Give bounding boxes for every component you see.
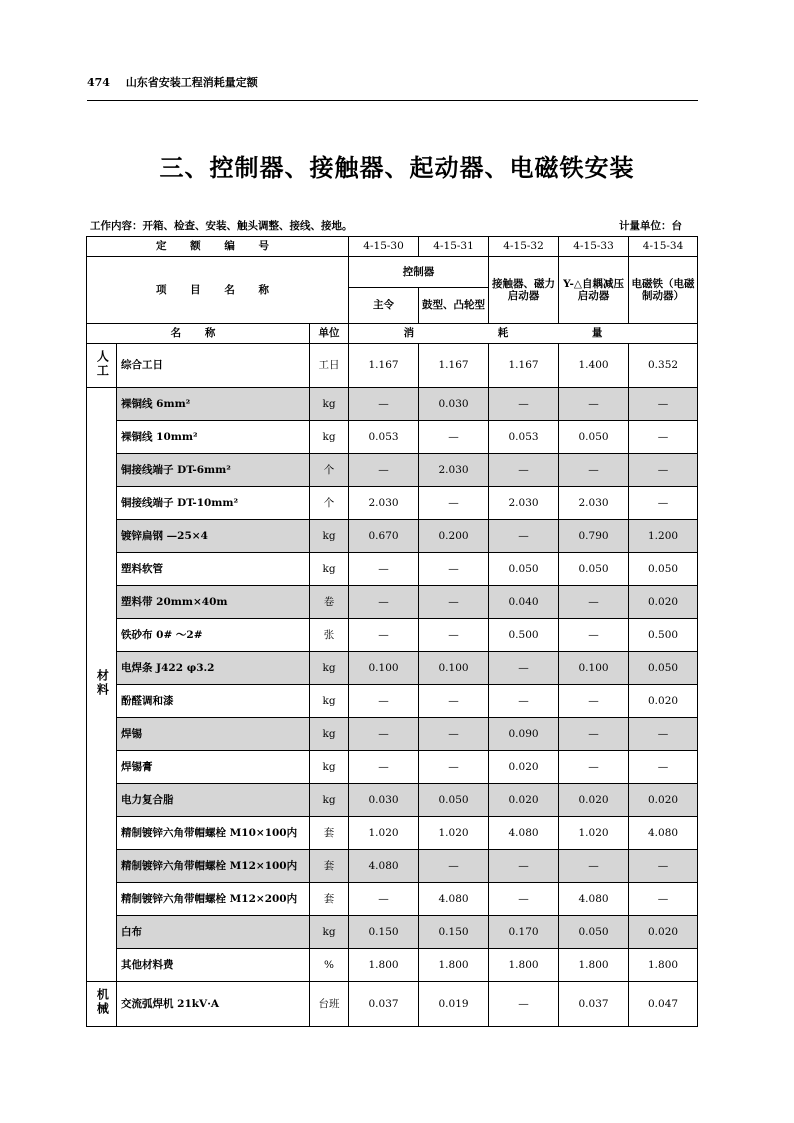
value-cell: 0.050	[559, 553, 629, 586]
value-cell: —	[419, 751, 489, 784]
value-cell: 0.053	[349, 421, 419, 454]
quota-table	[86, 236, 698, 1027]
work-content: 工作内容：开箱、检查、安装、触头调整、接线、接地。	[90, 220, 353, 232]
value-cell: 0.050	[629, 553, 698, 586]
value-cell: 0.037	[349, 982, 419, 1027]
quota-code-label: 定 额 编 号	[87, 237, 349, 257]
value-cell: 0.050	[559, 421, 629, 454]
item-name-cell: 塑料带 20mm×40m	[117, 586, 310, 619]
star-delta-header: Y-△自耦减压启动器	[559, 257, 629, 324]
value-cell: 4.080	[349, 850, 419, 883]
unit-cell: 个	[310, 454, 349, 487]
value-cell: 0.500	[629, 619, 698, 652]
value-cell: 4.080	[489, 817, 559, 850]
value-cell: —	[349, 883, 419, 916]
code-cell: 4-15-34	[629, 237, 698, 257]
value-cell: —	[629, 487, 698, 520]
unit-cell: kg	[310, 421, 349, 454]
value-cell: —	[489, 454, 559, 487]
value-cell: 0.020	[559, 784, 629, 817]
value-cell: 1.800	[419, 949, 489, 982]
value-cell: 0.019	[419, 982, 489, 1027]
table-row	[87, 421, 698, 454]
value-cell: —	[419, 553, 489, 586]
value-cell: —	[489, 520, 559, 553]
unit-cell: kg	[310, 916, 349, 949]
value-cell: 0.200	[419, 520, 489, 553]
table-row	[87, 487, 698, 520]
unit-cell: kg	[310, 652, 349, 685]
unit-cell: 张	[310, 619, 349, 652]
value-cell: 1.800	[629, 949, 698, 982]
table-row	[87, 916, 698, 949]
value-cell: —	[559, 454, 629, 487]
table-row	[87, 817, 698, 850]
item-name-cell: 酚醛调和漆	[117, 685, 310, 718]
item-name-cell: 镀锌扁钢 —25×4	[117, 520, 310, 553]
unit-cell: kg	[310, 553, 349, 586]
value-cell: 0.020	[489, 784, 559, 817]
table-row	[87, 553, 698, 586]
value-cell: —	[419, 850, 489, 883]
item-name-cell: 铁砂布 0# ～2#	[117, 619, 310, 652]
value-cell: —	[629, 388, 698, 421]
value-cell: 0.150	[349, 916, 419, 949]
value-cell: 1.800	[349, 949, 419, 982]
value-cell: —	[489, 685, 559, 718]
code-cell: 4-15-33	[559, 237, 629, 257]
value-cell: —	[559, 850, 629, 883]
value-cell: 4.080	[559, 883, 629, 916]
table-row	[87, 718, 698, 751]
item-name-cell: 裸铜线 10mm²	[117, 421, 310, 454]
item-name-label: 项 目 名 称	[87, 257, 349, 324]
unit-cell: kg	[310, 388, 349, 421]
table-row	[87, 344, 698, 388]
value-cell: 0.100	[349, 652, 419, 685]
value-cell: 0.037	[559, 982, 629, 1027]
header-rule	[87, 100, 698, 101]
item-name-cell: 白布	[117, 916, 310, 949]
unit-cell: 台班	[310, 982, 349, 1027]
item-name-cell: 其他材料费	[117, 949, 310, 982]
page-header	[87, 74, 258, 90]
code-cell: 4-15-32	[489, 237, 559, 257]
page-number: 474	[87, 76, 110, 89]
value-cell: —	[559, 751, 629, 784]
table-row	[87, 685, 698, 718]
value-cell: 0.790	[559, 520, 629, 553]
table-row	[87, 388, 698, 421]
value-cell: 0.050	[489, 553, 559, 586]
contactor-header: 接触器、磁力启动器	[489, 257, 559, 324]
value-cell: —	[559, 685, 629, 718]
table-row	[87, 751, 698, 784]
unit-cell: 工日	[310, 344, 349, 388]
item-name-cell: 焊锡	[117, 718, 310, 751]
value-cell: 0.100	[419, 652, 489, 685]
table-row	[87, 619, 698, 652]
value-cell: 1.167	[349, 344, 419, 388]
value-cell: 0.020	[489, 751, 559, 784]
value-cell: 2.030	[419, 454, 489, 487]
value-cell: 4.080	[629, 817, 698, 850]
table-row	[87, 520, 698, 553]
value-cell: 0.100	[559, 652, 629, 685]
value-cell: 1.200	[629, 520, 698, 553]
consumption-header: 消 耗 量	[349, 324, 698, 344]
value-cell: 2.030	[489, 487, 559, 520]
value-cell: —	[349, 619, 419, 652]
value-cell: 1.020	[349, 817, 419, 850]
value-cell: 0.020	[629, 685, 698, 718]
value-cell: 0.050	[629, 652, 698, 685]
unit-cell: kg	[310, 784, 349, 817]
electromagnet-header: 电磁铁（电磁制动器）	[629, 257, 698, 324]
unit-cell: %	[310, 949, 349, 982]
table-row	[87, 982, 698, 1027]
unit-note: 计量单位：台	[619, 220, 682, 232]
unit-cell: kg	[310, 718, 349, 751]
value-cell: —	[559, 388, 629, 421]
unit-column-header: 单位	[310, 324, 349, 344]
value-cell: —	[419, 586, 489, 619]
unit-cell: 套	[310, 850, 349, 883]
value-cell: —	[559, 718, 629, 751]
table-row	[87, 586, 698, 619]
value-cell: 0.040	[489, 586, 559, 619]
unit-cell: 套	[310, 817, 349, 850]
value-cell: —	[419, 421, 489, 454]
value-cell: —	[489, 388, 559, 421]
value-cell: 1.400	[559, 344, 629, 388]
labor-category: 人工	[87, 344, 117, 388]
value-cell: —	[489, 652, 559, 685]
value-cell: 0.020	[629, 586, 698, 619]
value-cell: —	[419, 619, 489, 652]
unit-cell: kg	[310, 751, 349, 784]
value-cell: —	[349, 685, 419, 718]
value-cell: 0.150	[419, 916, 489, 949]
value-cell: 0.047	[629, 982, 698, 1027]
value-cell: —	[559, 619, 629, 652]
value-cell: —	[629, 883, 698, 916]
value-cell: —	[629, 421, 698, 454]
value-cell: 2.030	[559, 487, 629, 520]
item-name-cell: 交流弧焊机 21kV·A	[117, 982, 310, 1027]
item-name-cell: 铜接线端子 DT-6mm²	[117, 454, 310, 487]
item-name-cell: 焊锡膏	[117, 751, 310, 784]
value-cell: 0.050	[559, 916, 629, 949]
value-cell: 0.090	[489, 718, 559, 751]
item-name-cell: 电力复合脂	[117, 784, 310, 817]
table-row	[87, 652, 698, 685]
value-cell: 0.170	[489, 916, 559, 949]
table-row	[87, 949, 698, 982]
item-name-cell: 电焊条 J422 φ3.2	[117, 652, 310, 685]
sub-drum-header: 鼓型、凸轮型	[419, 288, 489, 324]
code-cell: 4-15-30	[349, 237, 419, 257]
table-row	[87, 883, 698, 916]
value-cell: —	[629, 751, 698, 784]
value-cell: —	[349, 388, 419, 421]
material-category: 材料	[87, 388, 117, 982]
value-cell: —	[419, 685, 489, 718]
value-cell: —	[349, 586, 419, 619]
name-column-header: 名 称	[87, 324, 310, 344]
value-cell: 2.030	[349, 487, 419, 520]
item-name-cell: 精制镀锌六角带帽螺栓 M12×200内	[117, 883, 310, 916]
value-cell: 0.670	[349, 520, 419, 553]
unit-cell: 套	[310, 883, 349, 916]
value-cell: 0.053	[489, 421, 559, 454]
value-cell: 0.352	[629, 344, 698, 388]
page-title: 三、控制器、接触器、起动器、电磁铁安装	[159, 154, 635, 182]
item-name-cell: 综合工日	[117, 344, 310, 388]
controller-group-header: 控制器	[349, 257, 489, 288]
value-cell: 0.030	[419, 388, 489, 421]
unit-cell: 个	[310, 487, 349, 520]
value-cell: —	[489, 883, 559, 916]
item-name-cell: 铜接线端子 DT-10mm²	[117, 487, 310, 520]
value-cell: 0.020	[629, 784, 698, 817]
value-cell: —	[349, 454, 419, 487]
value-cell: —	[349, 718, 419, 751]
table-row	[87, 850, 698, 883]
value-cell: 4.080	[419, 883, 489, 916]
value-cell: —	[419, 487, 489, 520]
item-name-cell: 精制镀锌六角带帽螺栓 M12×100内	[117, 850, 310, 883]
value-cell: —	[629, 718, 698, 751]
value-cell: —	[349, 553, 419, 586]
item-name-cell: 塑料软管	[117, 553, 310, 586]
value-cell: 1.020	[559, 817, 629, 850]
value-cell: —	[419, 718, 489, 751]
value-cell: —	[349, 751, 419, 784]
unit-cell: kg	[310, 520, 349, 553]
value-cell: 1.167	[419, 344, 489, 388]
code-cell: 4-15-31	[419, 237, 489, 257]
value-cell: —	[489, 982, 559, 1027]
value-cell: —	[629, 850, 698, 883]
value-cell: 0.500	[489, 619, 559, 652]
table-row	[87, 454, 698, 487]
value-cell: —	[559, 586, 629, 619]
value-cell: 0.020	[629, 916, 698, 949]
item-name-cell: 裸铜线 6mm²	[117, 388, 310, 421]
machine-category: 机械	[87, 982, 117, 1027]
value-cell: 0.050	[419, 784, 489, 817]
unit-cell: 卷	[310, 586, 349, 619]
item-name-cell: 精制镀锌六角带帽螺栓 M10×100内	[117, 817, 310, 850]
value-cell: 0.030	[349, 784, 419, 817]
value-cell: 1.167	[489, 344, 559, 388]
value-cell: 1.020	[419, 817, 489, 850]
book-title: 山东省安装工程消耗量定额	[125, 76, 258, 89]
sub-main-header: 主令	[349, 288, 419, 324]
value-cell: —	[489, 850, 559, 883]
unit-cell: kg	[310, 685, 349, 718]
value-cell: 1.800	[559, 949, 629, 982]
value-cell: —	[629, 454, 698, 487]
table-row	[87, 784, 698, 817]
value-cell: 1.800	[489, 949, 559, 982]
